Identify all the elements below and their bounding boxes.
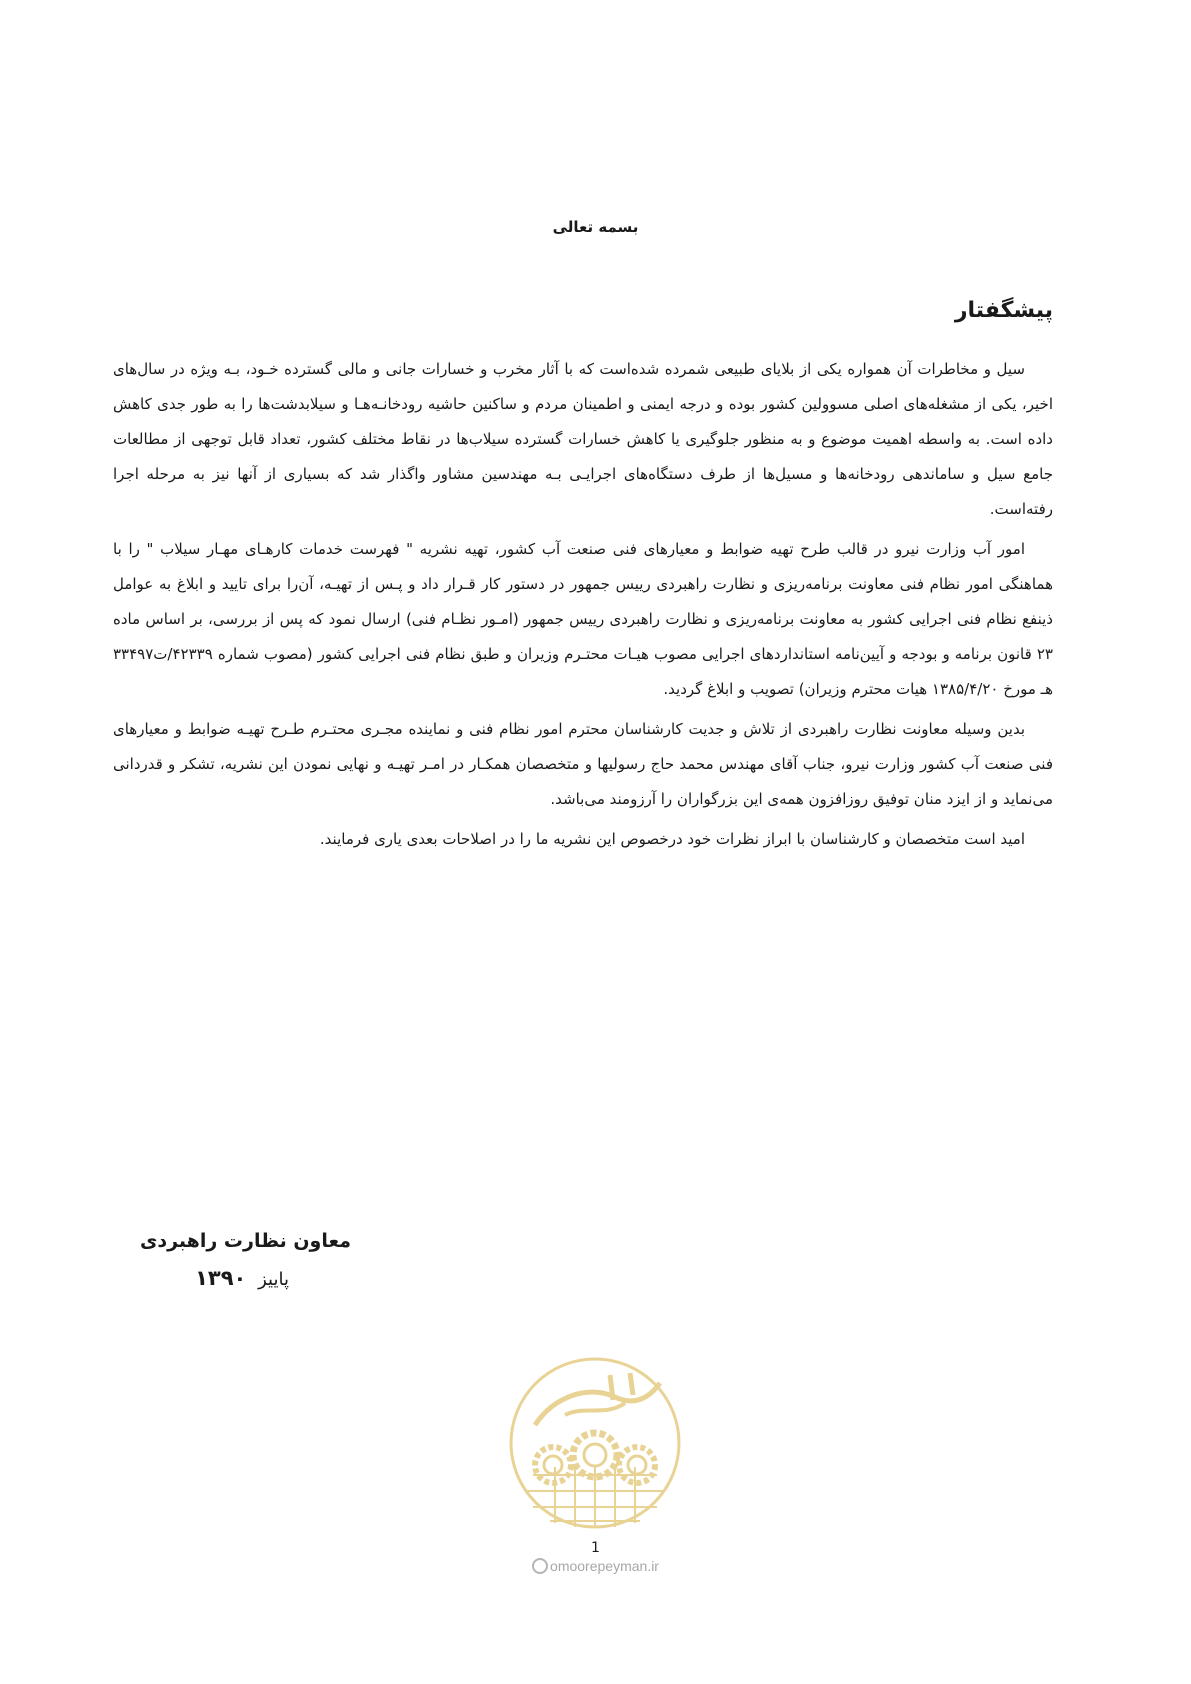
signatory-title: معاون نظارت راهبردی (139, 1230, 351, 1252)
watermark-site-text: omoorepeyman.ir (550, 1558, 659, 1574)
paragraph-4: امید است متخصصان و کارشناسان با ابراز نظرات خود درخصوص این نشریه ما را در اصلاحات بعدی یاری فرمایند. (319, 830, 1025, 848)
body-text (113, 352, 1053, 862)
watermark-logo-icon (495, 1355, 695, 1545)
section-heading: پیشگفتار (954, 298, 1053, 323)
signature-block (140, 1230, 351, 1290)
bismillah-header: بسمه تعالی (552, 218, 639, 236)
signature-date (140, 1266, 289, 1290)
signature-season: پاییز (258, 1269, 289, 1290)
paragraph-1: سیل و مخاطرات آن همواره یکی از بلایای طبیعی شمرده شده‌است که با آثار مخرب و خسارات جانی و مالی گسترده خـود، بـه ویژه در سال‌های اخیر، یکی از مشغله‌های اصلی مسوولین کشور بوده و درجه ایمنی و اطمینان مردم و ساکنین حاشیه رودخانـه‌هـا و سیلابدشت‌ها را به طور جدی کاهش داده است. به واسطه اهمیت موضوع و به منظور جلوگیری یا کاهش خسارات گسترده سیلاب‌ها در نقاط مختلف کشور، تعداد قابل توجهی از مطالعات جامع سیل و ساماندهی رودخانه‌ها و مسیل‌ها از طرف دستگاه‌های اجرایـی بـه مهندسین مشاور واگذار شد که بسیاری از آنها نیز به مرحله اجرا رفته‌است. (113, 360, 1053, 518)
signature-year: ۱۳۹۰ (195, 1266, 247, 1290)
page-number: 1 (591, 1540, 600, 1556)
watermark-site (0, 1558, 1191, 1574)
circle-mark-icon (532, 1558, 548, 1574)
paragraph-3: بدین وسیله معاونت نظارت راهبردی از تلاش و جدیت کارشناسان محترم امور نظام فنی و نماینده مجـری محتـرم طـرح تهیـه ضوابط و معیارهای فنی صنعت آب کشور وزارت نیرو، جناب آقای مهندس محمد حاج رسولیها و متخصصان همکـار در امـر تهیـه و نهایی نمودن این نشریه، تشکر و قدردانی می‌نماید و از ایزد منان توفیق روزافزون همه‌ی این بزرگواران را آرزومند می‌باشد. (113, 720, 1053, 808)
paragraph-2: امور آب وزارت نیرو در قالب طرح تهیه ضوابط و معیارهای فنی صنعت آب کشور، تهیه نشریه " فهرست خدمات کارهـای مهـار سیلاب " را با هماهنگی امور نظام فنی معاونت برنامه‌ریزی و نظارت راهبردی رییس جمهور در دستور کار قـرار داد و پـس از تهیـه، آن‌را برای تایید و ابلاغ به عوامل ذینفع نظام فنی اجرایی کشور به معاونت برنامه‌ریزی و نظارت راهبردی رییس جمهور (امـور نظـام فنی) ارسال نمود که پس از بررسی، بر اساس ماده ۲۳ قانون برنامه و بودجه و آیین‌نامه استانداردهای اجرایی مصوب هیـات محتـرم وزیران و طبق نظام فنی اجرایی کشور (مصوب شماره ۴۲۳۳۹/ت۳۳۴۹۷ هـ مورخ ۱۳۸۵/۴/۲۰ هیات محترم وزیران) تصویب و ابلاغ گردید. (113, 540, 1053, 698)
